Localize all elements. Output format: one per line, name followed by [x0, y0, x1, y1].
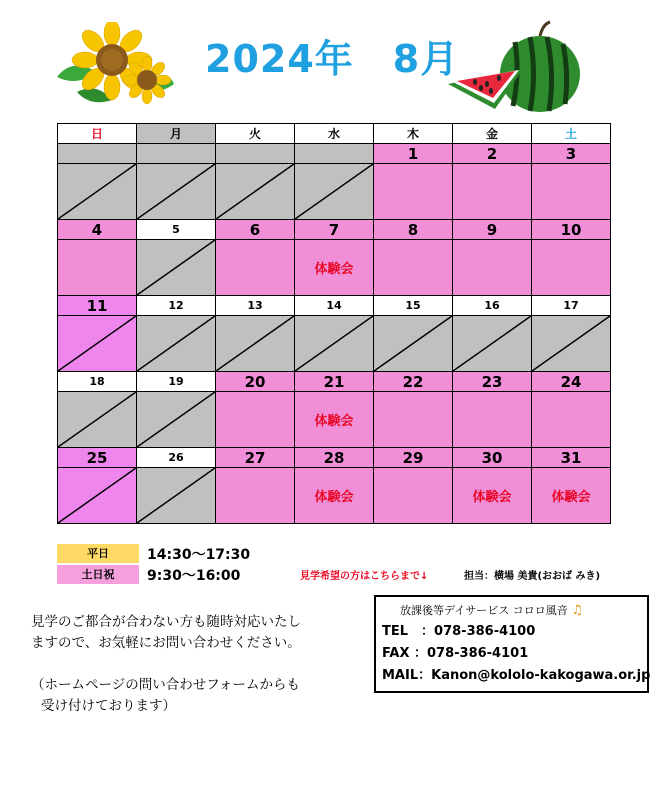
organization-label: 放課後等デイサービス コロロ風音 [400, 604, 568, 617]
contact-box [374, 595, 649, 693]
date-number: 21 [295, 372, 374, 392]
date-number: 20 [216, 372, 295, 392]
day-cell [453, 240, 532, 296]
contact-fax: FAX ：078-386-4101 [382, 646, 529, 661]
page-title: 2024年 8月 [205, 37, 460, 81]
notice-line: 受け付けております） [41, 698, 176, 714]
date-number: 27 [216, 448, 295, 468]
sunflower-illustration [52, 22, 177, 110]
date-number-row [58, 144, 611, 164]
closed-slash-mark [137, 392, 215, 447]
day-cell [374, 316, 453, 372]
day-cell [532, 316, 611, 372]
date-cell-row [58, 240, 611, 296]
organization-name [400, 601, 647, 621]
date-number: 17 [532, 296, 611, 316]
day-cell [374, 240, 453, 296]
trial-event-label: 体験会 [472, 490, 512, 505]
closed-slash-mark [137, 240, 215, 295]
date-cell-row [58, 468, 611, 524]
date-number: 28 [295, 448, 374, 468]
closed-slash-mark [216, 164, 294, 219]
weekday-hours-label: 平日 [57, 544, 139, 563]
day-cell [374, 164, 453, 220]
weekday-tuesday: 火 [216, 124, 295, 144]
date-number: 31 [532, 448, 611, 468]
date-number: 29 [374, 448, 453, 468]
calendar-table [57, 123, 611, 524]
date-number: 18 [58, 372, 137, 392]
closed-slash-mark [58, 468, 136, 523]
weekday-thursday: 木 [374, 124, 453, 144]
visit-note: 見学希望の方はこちらまで↓ [300, 571, 429, 582]
date-number: 3 [532, 144, 611, 164]
weekday-sunday: 日 [58, 124, 137, 144]
day-cell [216, 316, 295, 372]
date-number: 16 [453, 296, 532, 316]
contact-tel[interactable]: TEL ：078-386-4100 [382, 624, 536, 639]
date-number: 11 [58, 296, 137, 316]
day-cell [295, 392, 374, 448]
day-cell [374, 468, 453, 524]
date-number [216, 144, 295, 164]
holiday-hours-time: 9:30～16:00 [147, 567, 241, 584]
day-cell [216, 468, 295, 524]
day-cell [58, 468, 137, 524]
date-number: 22 [374, 372, 453, 392]
closed-slash-mark [295, 164, 373, 219]
date-number: 14 [295, 296, 374, 316]
day-cell [295, 468, 374, 524]
day-cell [216, 392, 295, 448]
date-number: 7 [295, 220, 374, 240]
weekday-hours-time: 14:30～17:30 [147, 546, 251, 563]
music-note-icon: ♫ [571, 603, 583, 618]
day-cell [137, 240, 216, 296]
date-number: 8 [374, 220, 453, 240]
date-number: 13 [216, 296, 295, 316]
weekday-wednesday: 水 [295, 124, 374, 144]
date-number: 12 [137, 296, 216, 316]
staff-contact-name: 担当：横場 美貴(おおば みき) [464, 571, 601, 582]
closed-slash-mark [453, 316, 531, 371]
day-cell [58, 164, 137, 220]
day-cell [137, 468, 216, 524]
date-number: 4 [58, 220, 137, 240]
day-cell [137, 164, 216, 220]
holiday-hours-row [57, 564, 250, 585]
date-number-row [58, 296, 611, 316]
contact-mail[interactable]: MAIL：Kanon@kololo-kakogawa.or.jp [382, 668, 651, 683]
date-number [137, 144, 216, 164]
day-cell [58, 392, 137, 448]
date-number: 10 [532, 220, 611, 240]
date-number [295, 144, 374, 164]
closed-slash-mark [58, 164, 136, 219]
day-cell [216, 240, 295, 296]
day-cell [295, 164, 374, 220]
closed-slash-mark [216, 316, 294, 371]
day-cell [532, 468, 611, 524]
closed-slash-mark [137, 164, 215, 219]
closed-slash-mark [374, 316, 452, 371]
day-cell [216, 164, 295, 220]
opening-hours [57, 543, 250, 585]
closed-slash-mark [58, 316, 136, 371]
date-number: 30 [453, 448, 532, 468]
date-number: 6 [216, 220, 295, 240]
date-number-row [58, 372, 611, 392]
day-cell [532, 240, 611, 296]
closed-slash-mark [532, 316, 610, 371]
closed-slash-mark [137, 316, 215, 371]
weekday-header-row [58, 124, 611, 144]
day-cell [453, 316, 532, 372]
date-number: 19 [137, 372, 216, 392]
date-number: 26 [137, 448, 216, 468]
holiday-hours-label: 土日祝 [57, 565, 139, 584]
weekday-friday: 金 [453, 124, 532, 144]
notice-text [31, 612, 351, 717]
day-cell [58, 240, 137, 296]
date-cell-row [58, 316, 611, 372]
date-number: 15 [374, 296, 453, 316]
trial-event-label: 体験会 [314, 490, 354, 505]
day-cell [295, 240, 374, 296]
day-cell [58, 316, 137, 372]
closed-slash-mark [58, 392, 136, 447]
date-number: 23 [453, 372, 532, 392]
day-cell [453, 164, 532, 220]
date-number: 25 [58, 448, 137, 468]
day-cell [137, 392, 216, 448]
day-cell [532, 164, 611, 220]
trial-event-label: 体験会 [551, 490, 591, 505]
date-cell-row [58, 164, 611, 220]
closed-slash-mark [295, 316, 373, 371]
date-number-row [58, 220, 611, 240]
watermelon-illustration [445, 14, 585, 114]
day-cell [137, 316, 216, 372]
weekday-saturday: 土 [532, 124, 611, 144]
weekday-hours-row [57, 543, 250, 564]
day-cell [453, 468, 532, 524]
calendar-body [58, 144, 611, 524]
date-number: 9 [453, 220, 532, 240]
day-cell [374, 392, 453, 448]
day-cell [532, 392, 611, 448]
trial-event-label: 体験会 [314, 262, 354, 277]
day-cell [295, 316, 374, 372]
date-number: 24 [532, 372, 611, 392]
closed-slash-mark [137, 468, 215, 523]
date-number: 2 [453, 144, 532, 164]
day-cell [453, 392, 532, 448]
date-number: 5 [137, 220, 216, 240]
notice-line: 見学のご都合が合わない方も随時対応いたし [31, 614, 301, 630]
date-cell-row [58, 392, 611, 448]
weekday-monday: 月 [137, 124, 216, 144]
notice-line: （ホームページの問い合わせフォームからも [31, 677, 301, 693]
notice-line: ますので、お気軽にお問い合わせください。 [31, 635, 301, 651]
date-number [58, 144, 137, 164]
date-number-row [58, 448, 611, 468]
trial-event-label: 体験会 [314, 414, 354, 429]
date-number: 1 [374, 144, 453, 164]
